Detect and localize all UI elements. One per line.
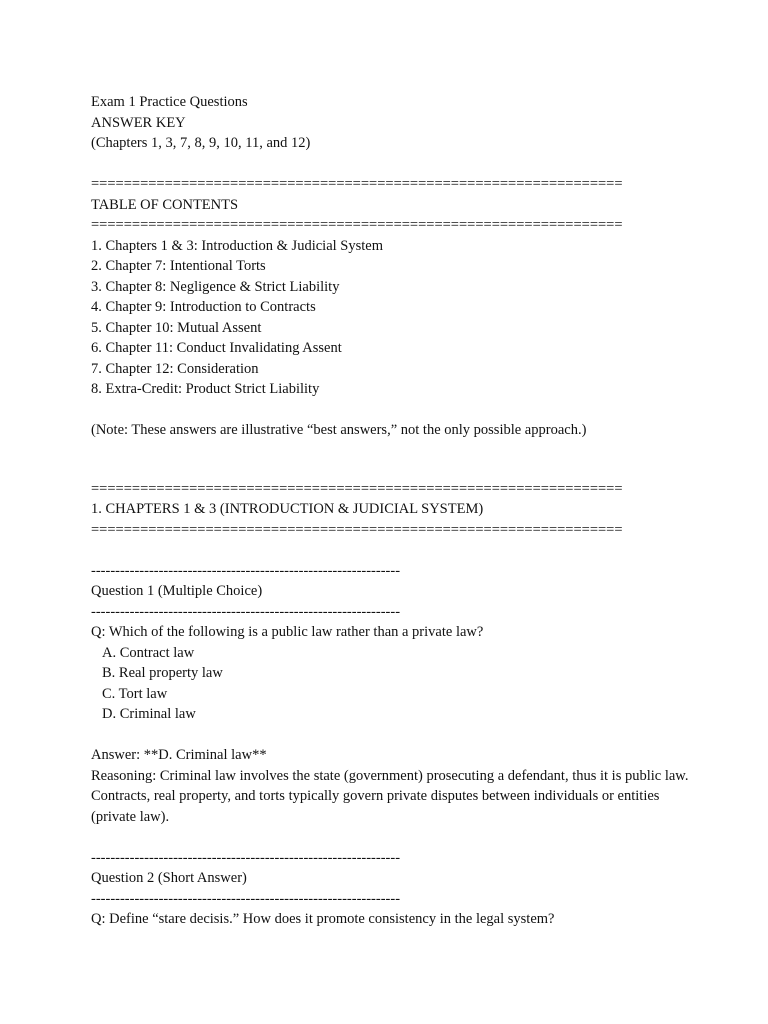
toc-item: 1. Chapters 1 & 3: Introduction & Judicial System [91,237,383,254]
answer-option: C. Tort law [102,685,168,702]
question-label: Question 1 (Multiple Choice) [91,583,263,599]
toc-item: 5. Chapter 10: Mutual Assent [91,319,262,336]
answer-text: Answer: **D. Criminal law** [91,747,267,763]
single-rule: ---------------------------------------------------------------- [91,890,401,907]
document-title: Exam 1 Practice Questions [91,94,248,110]
single-rule: ---------------------------------------------------------------- [91,849,401,866]
answer-option: D. Criminal law [102,706,196,722]
document-page [91,92,691,930]
toc-item: 4. Chapter 9: Introduction to Contracts [91,299,316,315]
toc-list [91,236,691,400]
question-text: Q: Define “stare decisis.” How does it promote consistency in the legal system? [91,911,555,927]
double-rule: ================================================================= [91,217,623,233]
toc-note: (Note: These answers are illustrative “best answers,” not the only possible approach.) [91,422,587,438]
toc-item: 8. Extra-Credit: Product Strict Liability [91,381,320,397]
question-text: Q: Which of the following is a public law rather than a private law? [91,624,484,640]
answer-option: A. Contract law [102,644,195,661]
double-rule: ================================================================= [91,521,623,538]
single-rule: ---------------------------------------------------------------- [91,603,401,620]
answer-option: B. Real property law [102,665,223,681]
question-label: Question 2 (Short Answer) [91,870,247,886]
single-rule: ---------------------------------------------------------------- [91,562,401,579]
toc-item: 7. Chapter 12: Consideration [91,360,259,377]
toc-item: 3. Chapter 8: Negligence & Strict Liability [91,278,340,295]
double-rule: ================================================================= [91,480,623,497]
toc-item: 6. Chapter 11: Conduct Invalidating Assent [91,340,342,356]
toc-item: 2. Chapter 7: Intentional Torts [91,258,266,274]
chapters-covered: (Chapters 1, 3, 7, 8, 9, 10, 11, and 12) [91,135,311,151]
toc-heading: TABLE OF CONTENTS [91,196,239,213]
reasoning-text: Reasoning: Criminal law involves the state (government) prosecuting a defendant, thus it is public law. Contracts, real property, and torts typically govern private disputes between individuals or entities (private law). [91,767,689,825]
document-subtitle: ANSWER KEY [91,114,186,131]
double-rule: ================================================================= [91,176,623,192]
section-heading: 1. CHAPTERS 1 & 3 (INTRODUCTION & JUDICIAL SYSTEM) [91,501,484,517]
